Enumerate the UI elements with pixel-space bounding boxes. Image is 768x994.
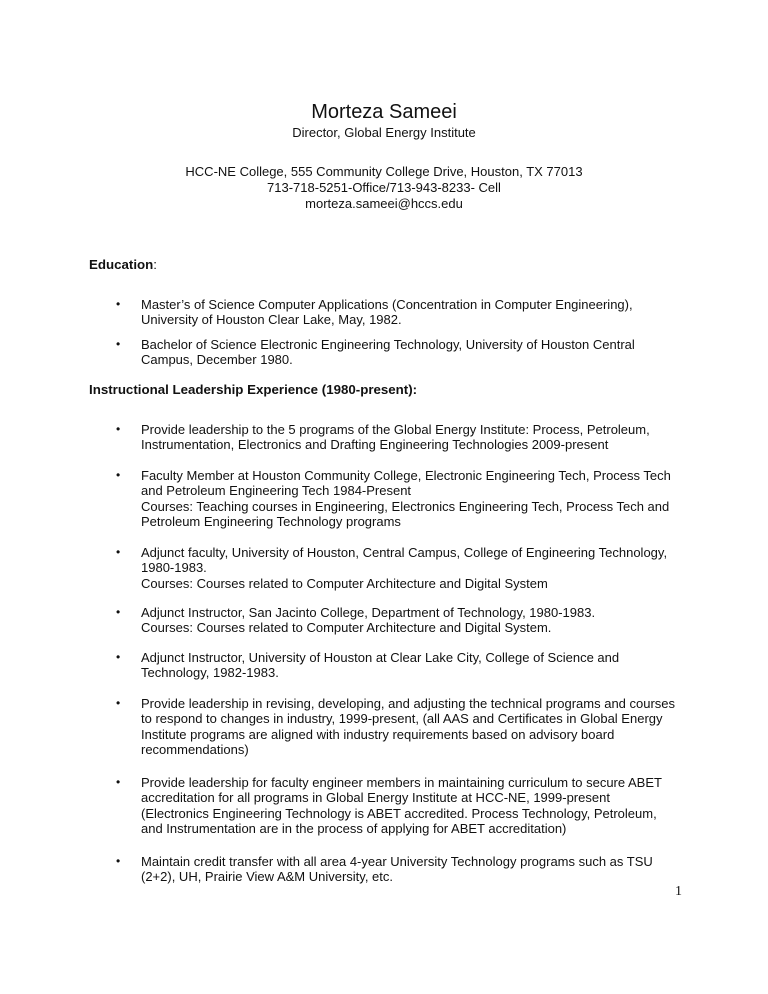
text-line: Courses: Courses related to Computer Architecture and Digital System [141,575,548,591]
list-item-text [141,545,667,591]
bullet-icon: • [116,775,121,789]
text-line: 1980-1983. [141,560,207,576]
list-item-text [141,605,595,636]
experience-heading: Instructional Leadership Experience (1980-present): [89,382,418,397]
bullet-icon: • [116,696,121,710]
text-line: Instrumentation, Electronics and Drafting Engineering Technologies 2009-present [141,437,609,453]
bullet-icon: • [116,422,121,436]
text-line: and Petroleum Engineering Tech 1984-Present [141,483,412,499]
page-number: 1 [675,884,682,899]
list-item-text [141,650,619,681]
list-item-text [141,854,653,885]
education-heading-colon: : [153,257,157,272]
text-line: Courses: Teaching courses in Engineering, Electronics Engineering Tech, Process Tech and [141,498,670,514]
bullet-icon: • [116,650,121,664]
education-heading-text: Education [89,257,154,272]
text-line: Courses: Courses related to Computer Architecture and Digital System. [141,620,552,636]
address: HCC-NE College, 555 Community College Drive, Houston, TX 77013 [185,164,583,179]
text-line: Provide leadership in revising, developing, and adjusting the technical programs and courses [141,696,676,711]
job-title: Director, Global Energy Institute [292,125,476,140]
text-line: and Instrumentation are in the process of applying for ABET accreditation) [141,820,567,836]
phone: 713-718-5251-Office/713-943-8233- Cell [267,180,501,195]
bullet-icon: • [116,297,121,311]
text-line: (Electronics Engineering Technology is ABET accredited. Process Technology, Petroleum, [141,805,657,821]
text-line: Bachelor of Science Electronic Engineering Technology, University of Houston Central [141,337,635,352]
person-name: Morteza Sameei [311,101,457,123]
text-line: Faculty Member at Houston Community College, Electronic Engineering Tech, Process Tech [141,468,671,483]
text-line: Master’s of Science Computer Applications (Concentration in Computer Engineering), [141,297,633,312]
text-line: Adjunct Instructor, University of Houston at Clear Lake City, College of Science and [141,650,620,665]
list-item-text [141,775,662,836]
bullet-icon: • [116,605,121,619]
text-line: recommendations) [141,741,249,757]
text-line: Adjunct Instructor, San Jacinto College, Department of Technology, 1980-1983. [141,605,596,620]
text-line: Campus, December 1980. [141,352,293,368]
bullet-icon: • [116,545,121,559]
text-line: Maintain credit transfer with all area 4-year University Technology programs such as TSU [141,854,653,869]
list-item-text [141,468,671,529]
text-line: to respond to changes in industry, 1999-present, (all AAS and Certificates in Global Energy [141,711,663,727]
education-heading [89,257,157,272]
text-line: Technology, 1982-1983. [141,665,279,681]
bullet-icon: • [116,854,121,868]
text-line: Provide leadership for faculty engineer members in maintaining curriculum to secure ABET [141,775,662,790]
email: morteza.sameei@hccs.edu [305,196,463,211]
list-item-text [141,337,635,368]
bullet-icon: • [116,337,121,351]
list-item-text [141,422,650,453]
list-item-text [141,696,675,757]
text-line: Adjunct faculty, University of Houston, Central Campus, College of Engineering Technology, [141,545,668,560]
text-line: (2+2), UH, Prairie View A&M University, etc. [141,869,394,885]
text-line: Provide leadership to the 5 programs of the Global Energy Institute: Process, Petroleum, [141,422,650,437]
text-line: Petroleum Engineering Technology programs [141,513,401,529]
text-line: accreditation for all programs in Global Energy Institute at HCC-NE, 1999-present [141,790,610,806]
list-item-text [141,297,633,328]
text-line: Institute programs are aligned with industry requirements based on advisory board [141,726,615,742]
text-line: University of Houston Clear Lake, May, 1982. [141,312,402,328]
bullet-icon: • [116,468,121,482]
